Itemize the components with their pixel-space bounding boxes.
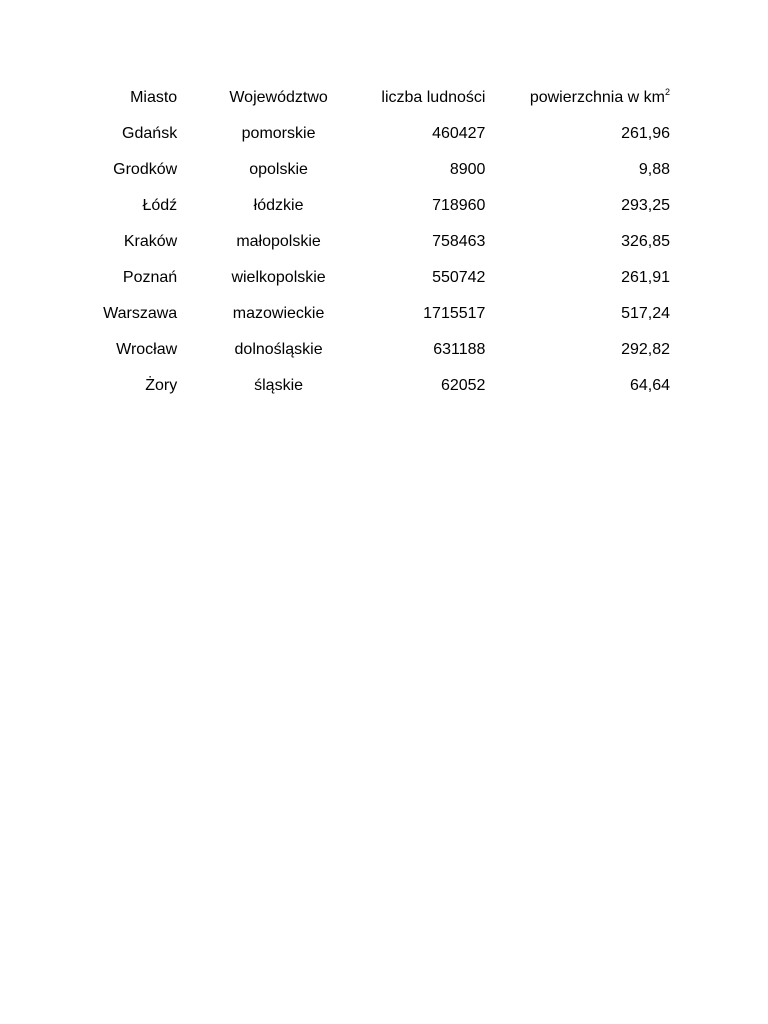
header-voivodeship: Województwo — [229, 89, 328, 106]
table-row — [90, 260, 670, 296]
table-row — [90, 332, 670, 368]
cell-population: 718960 — [432, 197, 486, 214]
cell-voivodeship: małopolskie — [236, 233, 321, 250]
cell-area: 261,91 — [621, 269, 670, 286]
cell-voivodeship: pomorskie — [241, 125, 316, 142]
cell-voivodeship: dolnośląskie — [234, 341, 323, 358]
cell-city: Żory — [145, 377, 178, 394]
cell-city: Poznań — [122, 269, 178, 286]
cell-population: 1715517 — [423, 305, 486, 322]
cell-population: 758463 — [432, 233, 486, 250]
table-header-row — [90, 80, 670, 116]
cell-area: 292,82 — [621, 341, 670, 358]
cell-area: 261,96 — [621, 125, 670, 142]
cell-population: 8900 — [449, 161, 486, 178]
table-row — [90, 296, 670, 332]
cell-voivodeship: opolskie — [249, 161, 308, 178]
cell-city: Warszawa — [103, 305, 178, 322]
cell-area: 293,25 — [621, 197, 670, 214]
header-city: Miasto — [130, 89, 178, 106]
table-row — [90, 116, 670, 152]
cell-voivodeship: śląskie — [254, 377, 304, 394]
header-area-label: powierzchnia w km — [529, 89, 665, 106]
cell-area: 64,64 — [629, 377, 670, 394]
cell-area: 9,88 — [638, 161, 670, 178]
cell-voivodeship: mazowieckie — [232, 305, 325, 322]
header-area-superscript: 2 — [664, 86, 670, 97]
cell-area: 517,24 — [621, 305, 670, 322]
cell-population: 631188 — [433, 341, 486, 358]
table-row — [90, 224, 670, 260]
cell-area: 326,85 — [621, 233, 670, 250]
cell-city: Gdańsk — [122, 125, 178, 142]
cell-city: Łódź — [142, 197, 178, 214]
cities-table — [90, 80, 670, 404]
cell-voivodeship: wielkopolskie — [231, 269, 326, 286]
cell-population: 460427 — [432, 125, 486, 142]
table-row — [90, 152, 670, 188]
cell-city: Wrocław — [116, 341, 178, 358]
cell-population: 550742 — [432, 269, 486, 286]
table-row — [90, 368, 670, 404]
cell-population: 62052 — [440, 377, 486, 394]
header-area — [485, 80, 670, 116]
cell-voivodeship: łódzkie — [253, 197, 304, 214]
cell-city: Grodków — [113, 161, 178, 178]
cell-city: Kraków — [123, 233, 178, 250]
table-row — [90, 188, 670, 224]
header-population: liczba ludności — [381, 89, 486, 106]
